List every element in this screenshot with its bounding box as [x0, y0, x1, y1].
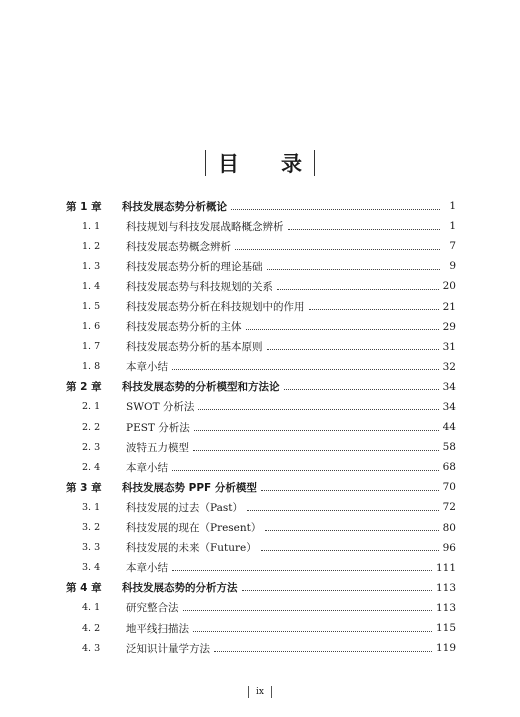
entry-title: 科技发展态势概念辨析 — [126, 240, 231, 253]
page-number: ix — [256, 687, 264, 697]
entry-number: 4. 2 — [82, 622, 101, 634]
entry-page-number: 70 — [442, 481, 456, 494]
toc-section-entry[interactable] — [66, 538, 456, 558]
dot-leader — [284, 389, 439, 390]
dot-leader — [246, 329, 439, 330]
entry-number: 1. 3 — [82, 260, 101, 272]
entry-number: 1. 7 — [82, 341, 101, 353]
entry-number: 1. 6 — [82, 321, 101, 333]
toc-section-entry[interactable] — [66, 497, 456, 517]
toc-section-entry[interactable] — [66, 357, 456, 377]
entry-number: 2. 4 — [82, 461, 101, 473]
entry-page-number: 21 — [442, 300, 456, 313]
toc-section-entry[interactable] — [66, 558, 456, 578]
entry-page-number: 1 — [449, 220, 456, 233]
entry-number: 1. 5 — [82, 301, 101, 313]
toc-section-entry[interactable] — [66, 296, 456, 316]
dot-leader — [267, 269, 441, 270]
entry-title: 本章小结 — [126, 461, 168, 474]
entry-title: 科技发展态势的分析方法 — [122, 582, 238, 595]
entry-title: 科技发展的未来（Future） — [126, 542, 257, 555]
dot-leader — [288, 229, 441, 230]
heading-char-1: 目 — [218, 152, 239, 176]
entry-title: 科技发展态势分析的主体 — [126, 321, 242, 334]
entry-page-number: 119 — [435, 642, 456, 655]
entry-title: 科技发展态势的分析模型和方法论 — [122, 381, 280, 394]
toc-section-entry[interactable] — [66, 216, 456, 236]
entry-number: 3. 3 — [82, 542, 101, 554]
entry-page-number: 32 — [442, 360, 456, 373]
entry-page-number: 7 — [449, 240, 456, 253]
entry-title: 研究整合法 — [126, 602, 179, 615]
dot-leader — [265, 530, 438, 531]
heading-char-2: 录 — [281, 152, 302, 176]
toc-section-entry[interactable] — [66, 618, 456, 638]
dot-leader — [214, 651, 432, 652]
entry-page-number: 68 — [442, 461, 456, 474]
entry-number: 第 1 章 — [66, 200, 102, 213]
entry-title: 地平线扫描法 — [126, 622, 189, 635]
footer-left-bar — [248, 686, 249, 698]
entry-title: 科技发展态势与科技规划的关系 — [126, 280, 273, 293]
entry-title: 科技发展态势分析概论 — [122, 200, 227, 213]
toc-section-entry[interactable] — [66, 256, 456, 276]
entry-number: 1. 2 — [82, 240, 101, 252]
dot-leader — [231, 209, 440, 210]
toc-section-entry[interactable] — [66, 337, 456, 357]
entry-page-number: 31 — [442, 340, 456, 353]
toc-chapter-entry[interactable] — [66, 578, 456, 598]
footer-right-bar — [271, 686, 272, 698]
entry-number: 2. 2 — [82, 421, 101, 433]
dot-leader — [172, 369, 439, 370]
entry-page-number: 20 — [442, 280, 456, 293]
entry-page-number: 113 — [435, 581, 456, 594]
dot-leader — [183, 610, 432, 611]
entry-title: 本章小结 — [126, 361, 168, 374]
toc-section-entry[interactable] — [66, 598, 456, 618]
entry-page-number: 115 — [435, 622, 456, 635]
entry-number: 2. 3 — [82, 441, 101, 453]
toc-section-entry[interactable] — [66, 457, 456, 477]
entry-number: 第 2 章 — [66, 381, 102, 394]
page-footer — [0, 684, 520, 700]
dot-leader — [247, 510, 439, 511]
dot-leader — [172, 470, 439, 471]
dot-leader — [309, 309, 439, 310]
entry-number: 3. 2 — [82, 522, 101, 534]
entry-title: 科技发展态势分析的基本原则 — [126, 341, 263, 354]
entry-title: PEST 分析法 — [126, 421, 190, 434]
toc-section-entry[interactable] — [66, 518, 456, 538]
entry-title: 科技发展态势分析在科技规划中的作用 — [126, 301, 305, 314]
entry-title: 科技规划与科技发展战略概念辨析 — [126, 220, 284, 233]
dot-leader — [267, 349, 439, 350]
dot-leader — [193, 631, 432, 632]
entry-number: 3. 1 — [82, 501, 101, 513]
entry-page-number: 34 — [442, 380, 456, 393]
toc-section-entry[interactable] — [66, 437, 456, 457]
dot-leader — [277, 289, 439, 290]
entry-number: 1. 8 — [82, 361, 101, 373]
entry-page-number: 9 — [449, 260, 456, 273]
entry-page-number: 72 — [442, 501, 456, 514]
entry-title: SWOT 分析法 — [126, 401, 195, 414]
entry-page-number: 34 — [442, 400, 456, 413]
toc-section-entry[interactable] — [66, 417, 456, 437]
entry-title: 科技发展态势分析的理论基础 — [126, 260, 263, 273]
entry-number: 1. 4 — [82, 280, 101, 292]
entry-number: 3. 4 — [82, 562, 101, 574]
entry-number: 2. 1 — [82, 401, 101, 413]
toc-section-entry[interactable] — [66, 276, 456, 296]
entry-title: 科技发展的过去（Past） — [126, 501, 243, 514]
entry-title: 科技发展态势 PPF 分析模型 — [122, 481, 257, 494]
entry-page-number: 96 — [442, 541, 456, 554]
heading-right-bar — [314, 150, 315, 176]
toc-section-entry[interactable] — [66, 397, 456, 417]
heading-left-bar — [205, 150, 206, 176]
toc-section-entry[interactable] — [66, 236, 456, 256]
entry-title: 泛知识计量学方法 — [126, 642, 210, 655]
entry-page-number: 1 — [449, 200, 456, 213]
entry-number: 1. 1 — [82, 220, 101, 232]
dot-leader — [172, 570, 432, 571]
entry-page-number: 58 — [442, 441, 456, 454]
dot-leader — [261, 550, 439, 551]
entry-title: 本章小结 — [126, 562, 168, 575]
entry-number: 第 4 章 — [66, 582, 102, 595]
entry-page-number: 113 — [435, 601, 456, 614]
entry-page-number: 80 — [442, 521, 456, 534]
toc-section-entry[interactable] — [66, 638, 456, 658]
toc-chapter-entry[interactable] — [66, 477, 456, 497]
dot-leader — [235, 249, 440, 250]
toc-section-entry[interactable] — [66, 317, 456, 337]
toc-heading — [0, 143, 520, 183]
dot-leader — [242, 590, 432, 591]
dot-leader — [193, 450, 439, 451]
toc-chapter-entry[interactable] — [66, 377, 456, 397]
entry-page-number: 29 — [442, 320, 456, 333]
entry-number: 4. 3 — [82, 642, 101, 654]
entry-number: 4. 1 — [82, 602, 101, 614]
entry-page-number: 111 — [435, 561, 456, 574]
dot-leader — [198, 409, 438, 410]
dot-leader — [194, 430, 439, 431]
entry-title: 科技发展的现在（Present） — [126, 522, 262, 535]
dot-leader — [261, 490, 439, 491]
toc-chapter-entry[interactable] — [66, 196, 456, 216]
entry-page-number: 44 — [442, 421, 456, 434]
entry-title: 波特五力模型 — [126, 441, 189, 454]
toc-list — [66, 196, 456, 658]
entry-number: 第 3 章 — [66, 481, 102, 494]
